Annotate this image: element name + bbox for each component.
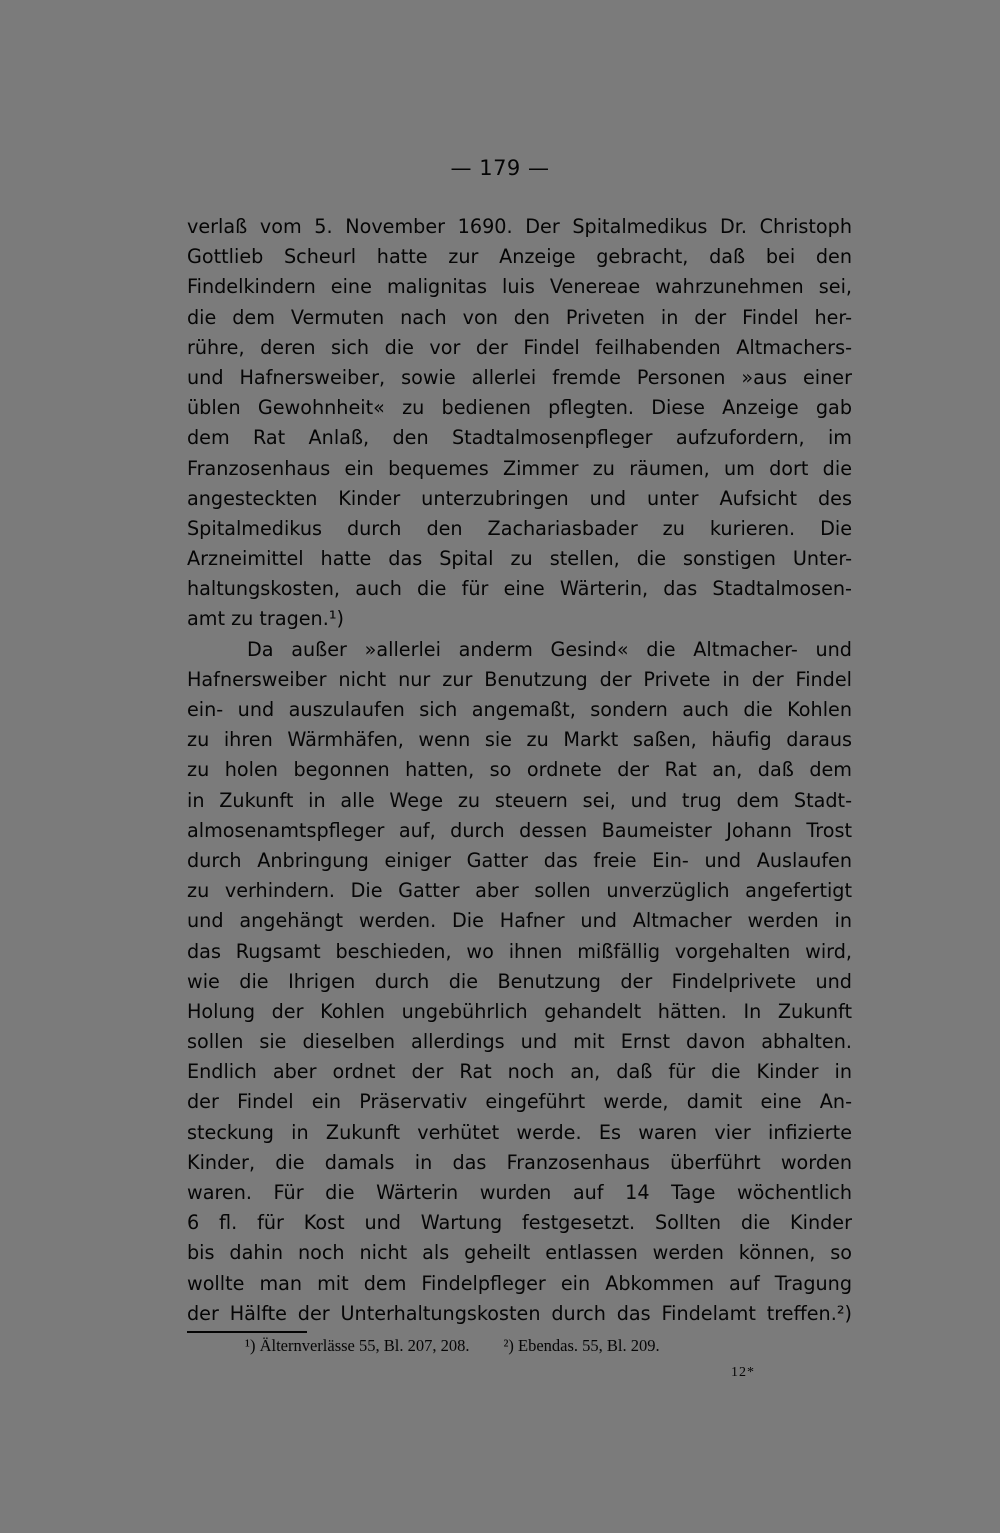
text-line: üblen Gewohnheit« zu bedienen pflegten. Diese Anzeige gab bbox=[187, 396, 852, 420]
text-line: und angehängt werden. Die Hafner und Altmacher werden in bbox=[187, 909, 852, 933]
text-line: wollte man mit dem Findelpfleger ein Abkommen auf Tragung bbox=[187, 1271, 852, 1295]
text-line: der Hälfte der Unterhaltungskosten durch das Findelamt treffen.²) bbox=[187, 1301, 852, 1325]
page-number: — 179 — bbox=[450, 156, 550, 180]
text-line: ein- und auszulaufen sich angemaßt, sondern auch die Kohlen bbox=[187, 698, 852, 721]
text-line: Da außer »allerlei anderm Gesind« die Altmacher- und bbox=[247, 637, 852, 661]
text-line: Holung der Kohlen ungebührlich gehandelt hätten. In Zukunft bbox=[187, 999, 852, 1023]
text-line: Arzneimittel hatte das Spital zu stellen, die sonstigen Unter- bbox=[187, 547, 852, 571]
text-line: Franzosenhaus ein bequemes Zimmer zu räumen, um dort die bbox=[187, 456, 852, 480]
text-line: und Hafnersweiber, sowie allerlei fremde Personen »aus einer bbox=[187, 365, 852, 389]
text-line: amt zu tragen.¹) bbox=[187, 607, 344, 631]
text-line: bis dahin noch nicht als geheilt entlassen werden können, so bbox=[187, 1241, 852, 1265]
text-line: zu ihren Wärmhäfen, wenn sie zu Markt saßen, häufig daraus bbox=[187, 728, 852, 752]
body-text bbox=[187, 212, 852, 1329]
text-line: rühre, deren sich die vor der Findel feilhabenden Altmachers- bbox=[187, 335, 852, 359]
text-line: Endlich aber ordnet der Rat noch an, daß für die Kinder in bbox=[187, 1060, 852, 1084]
text-line: waren. Für die Wärterin wurden auf 14 Tage wöchentlich bbox=[187, 1181, 852, 1204]
signature-mark: 12* bbox=[731, 1365, 755, 1380]
text-line: almosenamtspfleger auf, durch dessen Baumeister Johann Trost bbox=[187, 818, 852, 842]
text-line: sollen sie dieselben allerdings und mit Ernst davon abhalten. bbox=[187, 1030, 852, 1054]
footnote-1: ¹) Älternverlässe 55, Bl. 207, 208. bbox=[245, 1336, 470, 1355]
text-line: der Findel ein Präservativ eingeführt werde, damit eine An- bbox=[187, 1090, 852, 1114]
text-line: wie die Ihrigen durch die Benutzung der Findelprivete und bbox=[187, 969, 852, 993]
text-line: in Zukunft in alle Wege zu steuern sei, und trug dem Stadt- bbox=[187, 788, 852, 812]
text-line: zu holen begonnen hatten, so ordnete der Rat an, daß dem bbox=[187, 758, 852, 782]
text-line: Spitalmedikus durch den Zachariasbader zu kurieren. Die bbox=[187, 516, 852, 540]
text-line: angesteckten Kinder unterzubringen und unter Aufsicht des bbox=[187, 486, 852, 510]
text-line: die dem Vermuten nach von den Priveten in der Findel her- bbox=[187, 305, 852, 329]
text-line: 6 fl. für Kost und Wartung festgesetzt. Sollten die Kinder bbox=[187, 1211, 852, 1235]
footnote-divider bbox=[187, 1331, 307, 1333]
footnote-2: ²) Ebendas. 55, Bl. 209. bbox=[503, 1336, 660, 1355]
text-line: Kinder, die damals in das Franzosenhaus überführt worden bbox=[187, 1150, 852, 1174]
text-line: zu verhindern. Die Gatter aber sollen unverzüglich angefertigt bbox=[187, 879, 852, 903]
text-line: haltungskosten, auch die für eine Wärterin, das Stadtalmosen- bbox=[187, 577, 852, 601]
text-line: verlaß vom 5. November 1690. Der Spitalmedikus Dr. Christoph bbox=[187, 215, 852, 238]
text-line: Gottlieb Scheurl hatte zur Anzeige gebracht, daß bei den bbox=[187, 245, 852, 269]
footnotes bbox=[245, 1336, 660, 1356]
text-line: das Rugsamt beschieden, wo ihnen mißfällig vorgehalten wird, bbox=[187, 939, 852, 963]
text-line: durch Anbringung einiger Gatter das freie Ein- und Auslaufen bbox=[187, 848, 852, 872]
text-line: Hafnersweiber nicht nur zur Benutzung der Privete in der Findel bbox=[187, 667, 852, 691]
text-line: steckung in Zukunft verhütet werde. Es waren vier infizierte bbox=[187, 1120, 852, 1144]
text-line: Findelkindern eine malignitas luis Venereae wahrzunehmen sei, bbox=[187, 275, 852, 299]
text-line: dem Rat Anlaß, den Stadtalmosenpfleger aufzufordern, im bbox=[187, 426, 852, 450]
